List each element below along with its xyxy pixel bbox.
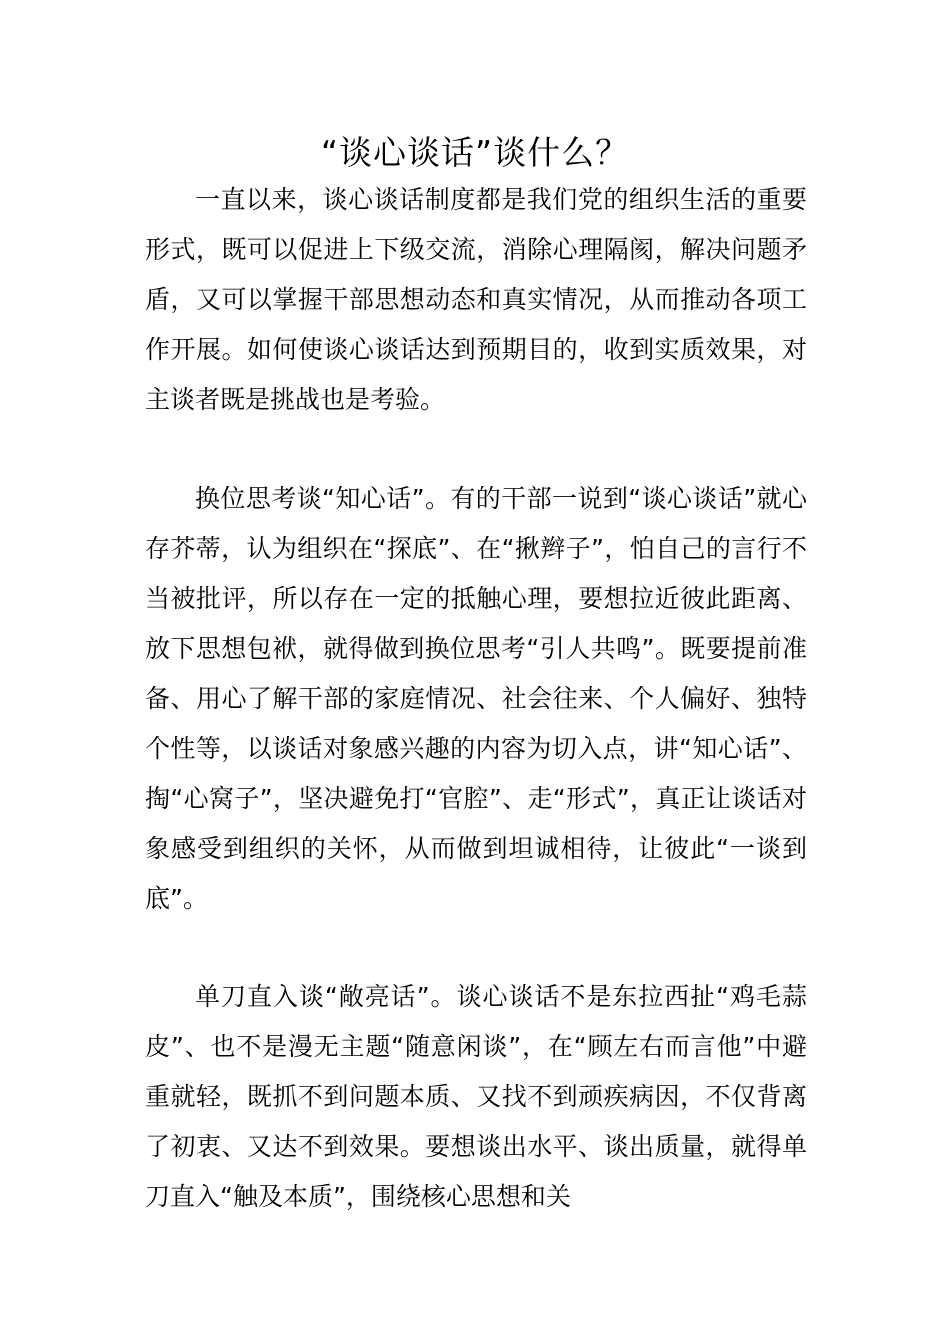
paragraph-direct: 单刀直入谈“敞亮话”。谈心谈话不是东拉西扯“鸡毛蒜皮”、也不是漫无主题“随意闲谈”，在“顾左右而言他”中避重就轻，既抓不到问题本质、又找不到顽疾病因，不仅背离了初衷、又达不到效果。要想谈出水平、谈出质量，就得单刀直入“触及本质”，围绕核心思想和关 (145, 982, 807, 1211)
paragraph-intro: 一直以来，谈心谈话制度都是我们党的组织生活的重要形式，既可以促进上下级交流，消除心理隔阂，解决问题矛盾，又可以掌握干部思想动态和真实情况，从而推动各项工作开展。如何使谈心谈话达到预期目的，收到实质效果，对主谈者既是挑战也是考验。 (145, 185, 807, 414)
document-title: “谈心谈话”谈什么？ (320, 133, 630, 172)
paragraph-empathy: 换位思考谈“知心话”。有的干部一说到“谈心谈话”就心存芥蒂，认为组织在“探底”、在“揪辫子”，怕自己的言行不当被批评，所以存在一定的抵触心理，要想拉近彼此距离、放下思想包袱，就得做到换位思考“引人共鸣”。既要提前准备、用心了解干部的家庭情况、社会往来、个人偏好、独特个性等，以谈话对象感兴趣的内容为切入点，讲“知心话”、掏“心窝子”，坚决避免打“官腔”、走“形式”，真正让谈话对象感受到组织的关怀，从而做到坦诚相待，让彼此“一谈到底”。 (145, 484, 807, 913)
